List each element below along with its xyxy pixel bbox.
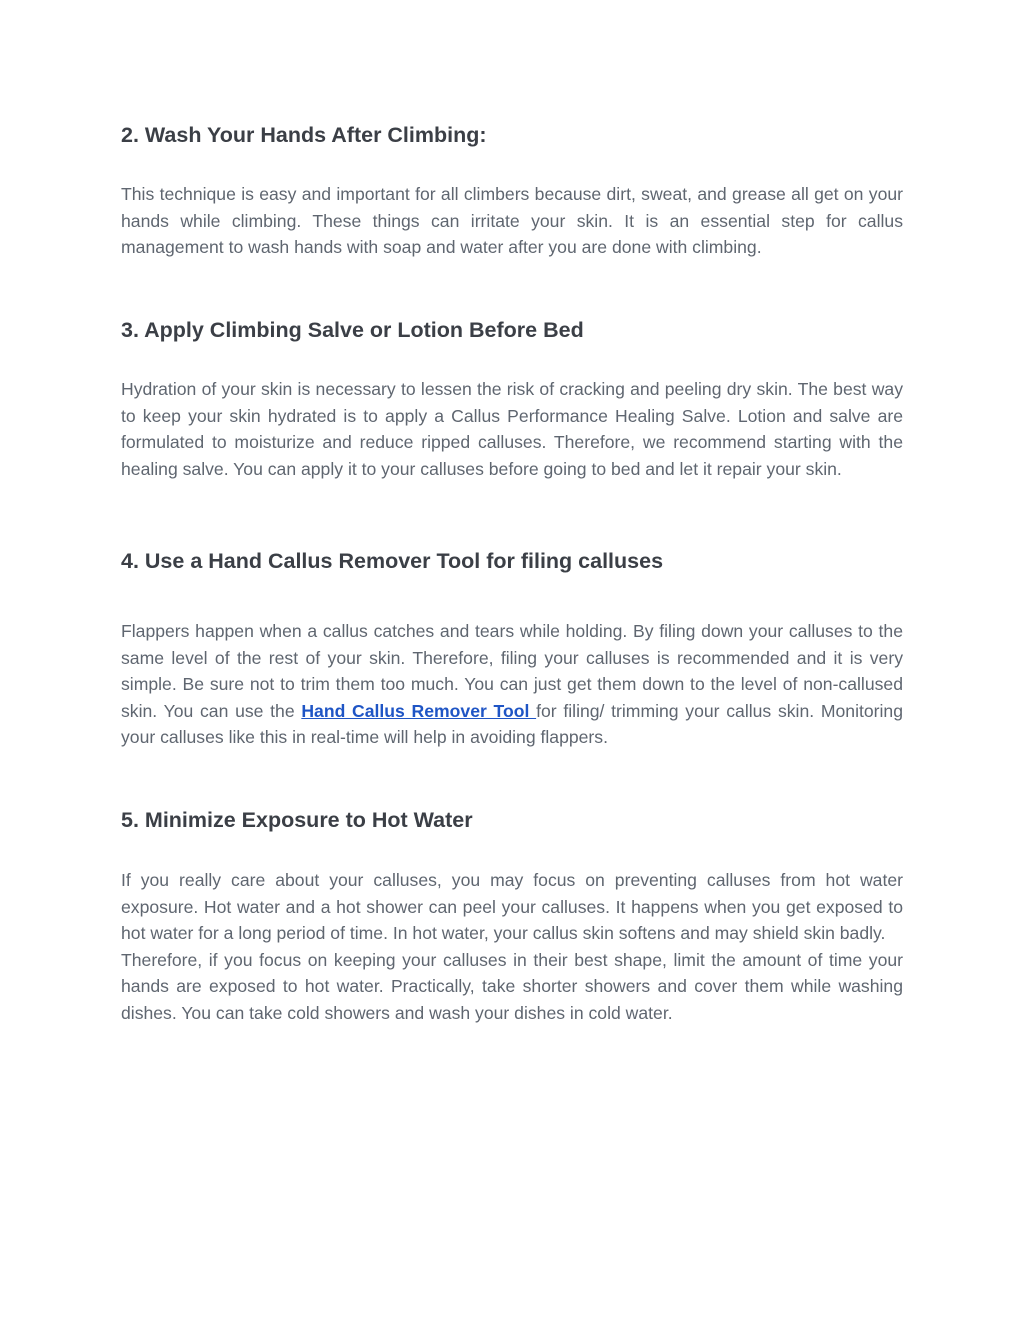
paragraph-text-before-link: Flappers happen when a callus catches and tears while holding. By filing down your calluses to the same level of the rest of your skin. Therefore, filing your calluses is recommended and it is very simple. Be sure not to trim them too much. You can just get them down to the level of non-callused skin. You can use the [121,621,903,721]
paragraph-part-2: Therefore, if you focus on keeping your calluses in their best shape, limit the amount of time your hands are exposed to hot water. Practically, take shorter showers and cover them while washing dishes. You can take cold showers and wash your dishes in cold water. [121,949,903,1023]
section-paragraph-callus-remover [121,618,903,751]
section-paragraph-hot-water [121,867,903,1027]
paragraph-text-after-link: for filing/ trimming your callus skin. Monitoring your calluses like this in real-time will help in avoiding flappers. [121,700,903,748]
hand-callus-remover-tool-link[interactable]: Hand Callus Remover Tool [301,700,537,721]
section-heading-wash-hands: 2. Wash Your Hands After Climbing: [121,123,487,147]
section-heading-apply-salve: 3. Apply Climbing Salve or Lotion Before Bed [121,318,584,342]
section-paragraph-wash-hands: This technique is easy and important for all climbers because dirt, sweat, and grease all get on your hands while climbing. These things can irritate your skin. It is an essential step for callus management to wash hands with soap and water after you are done with climbing. [121,184,903,258]
section-paragraph-apply-salve: Hydration of your skin is necessary to lessen the risk of cracking and peeling dry skin. The best way to keep your skin hydrated is to apply a Callus Performance Healing Salve. Lotion and salve are formulated to moisturize and reduce ripped calluses. Therefore, we recommend starting with the healing salve. You can apply it to your calluses before going to bed and let it repair your skin. [121,379,903,479]
section-heading-callus-remover: 4. Use a Hand Callus Remover Tool for filing calluses [121,549,664,573]
section-heading-hot-water: 5. Minimize Exposure to Hot Water [121,808,473,832]
paragraph-part-1: If you really care about your calluses, you may focus on preventing calluses from hot water exposure. Hot water and a hot shower can peel your calluses. It happens when you get exposed to hot water for a long period of time. In hot water, your callus skin softens and may shield skin badly. [121,870,903,944]
